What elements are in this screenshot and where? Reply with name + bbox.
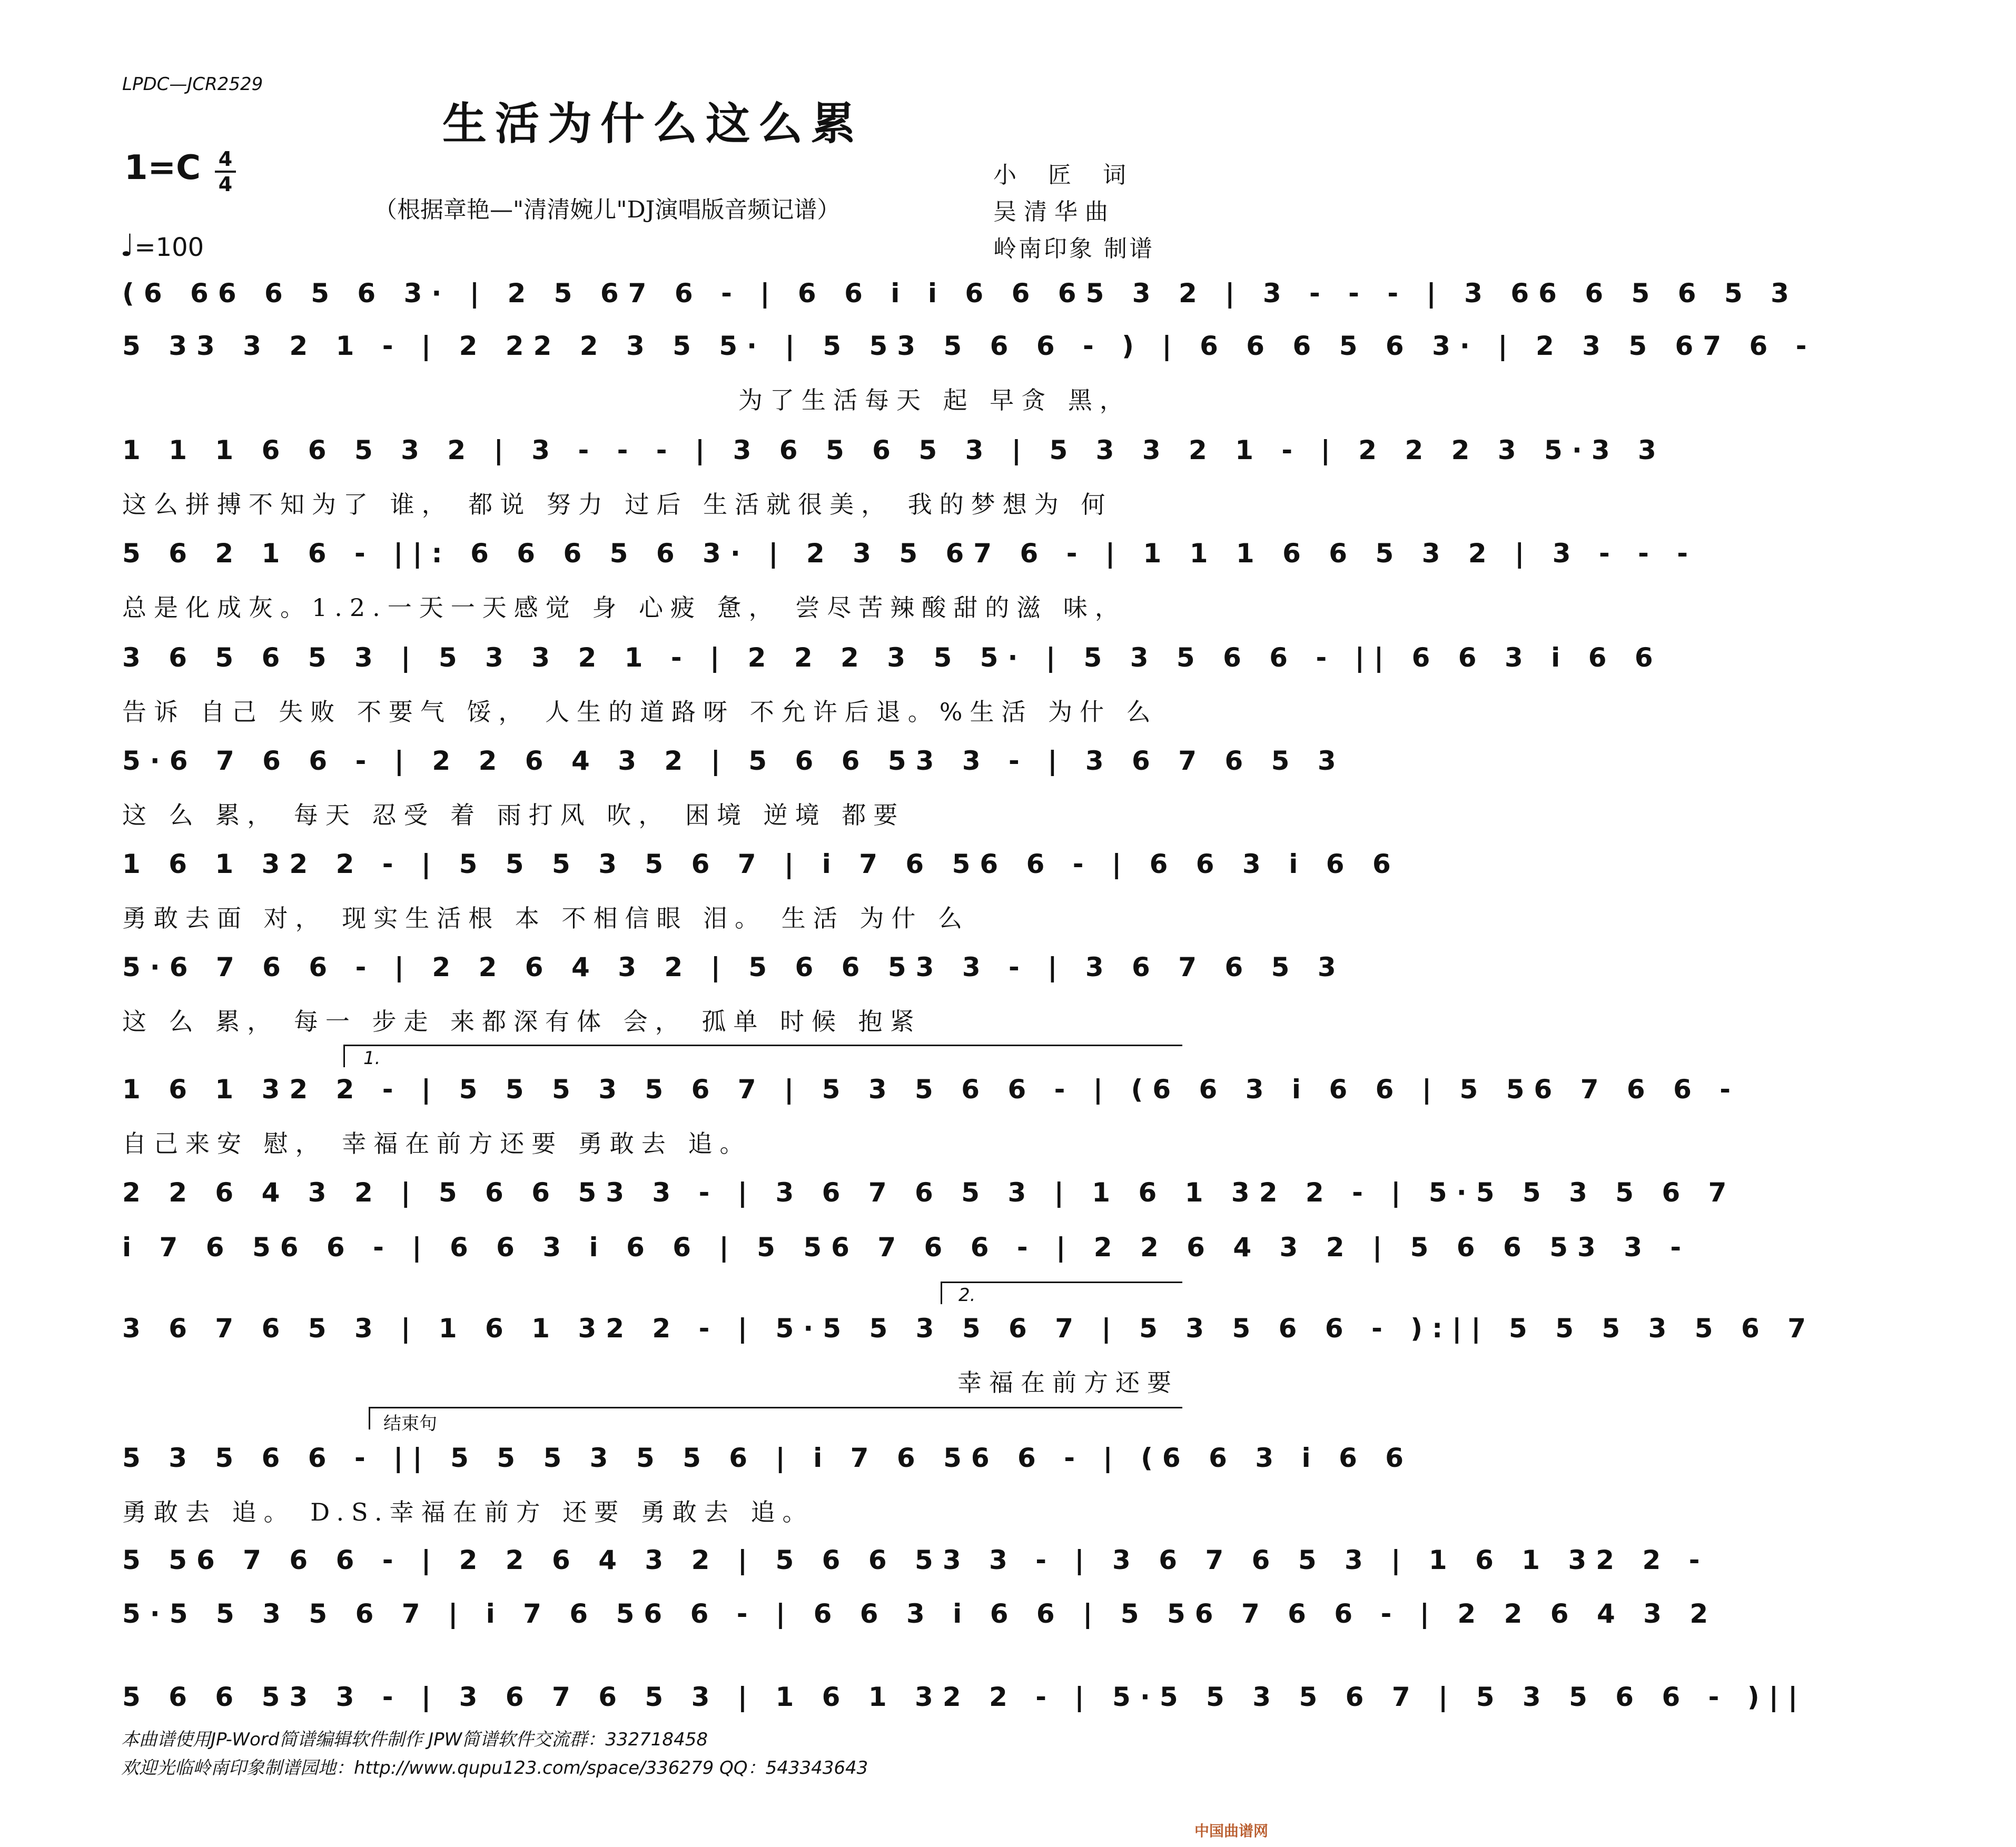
score-line: [122, 952, 1346, 1041]
time-signature: [215, 148, 236, 195]
song-title: 生活为什么这么累: [442, 97, 864, 150]
score-line: [122, 278, 1798, 320]
notation-row: 5 3 5 6 6 - || 5 5 5 3 5 5 6 | i 7 6 56 6 - | (6 6 3 i 6 6: [122, 1443, 1414, 1473]
quarter-note-icon: ♩: [120, 227, 135, 263]
lyric-row: 这么拼搏不知为了 谁， 都说 努力 过后 生活就很美， 我的梦想为 何: [122, 490, 1113, 519]
notation-row: 1 6 1 32 2 - | 5 5 5 3 5 6 7 | i 7 6 56 6 - | 6 6 3 i 6 6: [122, 849, 1400, 879]
score-line: [122, 1545, 1709, 1587]
lyric-row: 告诉 自己 失败 不要气 馁， 人生的道路呀 不允许后退。%生活 为什 么: [122, 698, 1158, 726]
lyric-row: 总是化成灰。1.2.一天一天感觉 身 心疲 惫， 尝尽苦辣酸甜的滋 味，: [122, 593, 1126, 622]
footer-website-note: 欢迎光临岭南印象制谱园地：http://www.qupu123.com/space/336279 QQ：543343643: [121, 1757, 868, 1779]
notation-row: (6 66 6 5 6 3· | 2 5 67 6 - | 6 6 i i 6 6 65 3 2 | 3 - - - | 3 66 6 5 6 5 3: [122, 278, 1798, 309]
notation-row: 1 6 1 32 2 - | 5 5 5 3 5 6 7 | 5 3 5 6 6 - | (6 6 3 i 6 6 | 5 56 7 6 6 -: [122, 1074, 1741, 1105]
score-line: [122, 1443, 1414, 1532]
time-signature-top: 4: [218, 147, 233, 171]
tempo-value: =100: [134, 233, 204, 262]
key-signature: 1=C: [124, 148, 201, 187]
score-line: [122, 331, 1816, 420]
notation-row: 5·6 7 6 6 - | 2 2 6 4 3 2 | 5 6 6 53 3 - | 3 6 7 6 5 3: [122, 746, 1346, 776]
notation-row: 5 33 3 2 1 - | 2 22 2 3 5 5· | 5 53 5 6 6 - ) | 6 6 6 5 6 3· | 2 3 5 67 6 -: [122, 331, 1816, 361]
lyric-row: 自己来安 慰， 幸福在前方还要 勇敢去 追。: [122, 1129, 752, 1158]
score-line: [122, 1682, 1807, 1724]
time-signature-bottom: 4: [218, 173, 233, 196]
arranger-credit: 岭南印象 制谱: [993, 235, 1154, 262]
watermark-logo: 中国曲谱网: [1194, 1822, 1269, 1840]
notation-row: 5·6 7 6 6 - | 2 2 6 4 3 2 | 5 6 6 53 3 - | 3 6 7 6 5 3: [122, 952, 1346, 982]
score-line: [122, 849, 1400, 938]
footer-software-note: 本曲谱使用JP-Word简谱编辑软件制作 JPW简谱软件交流群：332718458: [121, 1729, 708, 1750]
lyric-row: 这 么 累， 每一 步走 来都深有体 会， 孤单 时候 抱紧: [122, 1007, 922, 1036]
composer-credit: 吴清华曲: [993, 198, 1115, 225]
lyric-row: 幸福在前方还要: [957, 1368, 1179, 1397]
catalog-id: LPDC—JCR2529: [122, 74, 263, 95]
lyric-row: 为了生活每天 起 早贪 黑，: [738, 386, 1131, 414]
coda-label: 结束句: [383, 1413, 437, 1434]
score-line: [122, 1177, 1736, 1219]
notation-row: 1 1 1 6 6 5 3 2 | 3 - - - | 3 6 5 6 5 3 | 5 3 3 2 1 - | 2 2 2 3 5·3 3: [122, 435, 1666, 465]
tempo-marking: [120, 227, 204, 263]
notation-row: 5 56 7 6 6 - | 2 2 6 4 3 2 | 5 6 6 53 3 - | 3 6 7 6 5 3 | 1 6 1 32 2 -: [122, 1545, 1709, 1575]
notation-row: 3 6 5 6 5 3 | 5 3 3 2 1 - | 2 2 2 3 5 5· | 5 3 5 6 6 - || 6 6 3 i 6 6: [122, 642, 1663, 673]
notation-row: 5 6 2 1 6 - ||: 6 6 6 5 6 3· | 2 3 5 67 6 - | 1 1 1 6 6 5 3 2 | 3 - - -: [122, 538, 1698, 569]
notation-row: 5·5 5 3 5 6 7 | i 7 6 56 6 - | 6 6 3 i 6 6 | 5 56 7 6 6 - | 2 2 6 4 3 2: [122, 1598, 1718, 1629]
score-line: [122, 642, 1663, 732]
score-line: [122, 1598, 1718, 1641]
notation-row: 3 6 7 6 5 3 | 1 6 1 32 2 - | 5·5 5 3 5 6 7 | 5 3 5 6 6 - ):|| 5 5 5 3 5 6 7: [122, 1313, 1815, 1344]
lyricist-credit: 小匠词: [993, 162, 1158, 188]
volta-bracket-1: [343, 1045, 1182, 1067]
volta-bracket-2: [941, 1282, 1182, 1304]
score-line: [122, 1313, 1815, 1403]
notation-row: i 7 6 56 6 - | 6 6 3 i 6 6 | 5 56 7 6 6 - | 2 2 6 4 3 2 | 5 6 6 53 3 -: [122, 1232, 1691, 1263]
volta-1-label: 1.: [363, 1048, 381, 1069]
score-line: [122, 1074, 1741, 1164]
notation-row: 5 6 6 53 3 - | 3 6 7 6 5 3 | 1 6 1 32 2 - | 5·5 5 3 5 6 7 | 5 3 5 6 6 - )||: [122, 1682, 1807, 1712]
volta-2-label: 2.: [958, 1285, 976, 1306]
score-line: [122, 435, 1666, 524]
source-note: （根据章艳—"清清婉儿"DJ演唱版音频记谱）: [374, 196, 841, 223]
notation-row: 2 2 6 4 3 2 | 5 6 6 53 3 - | 3 6 7 6 5 3 | 1 6 1 32 2 - | 5·5 5 3 5 6 7: [122, 1177, 1736, 1208]
lyric-row: 这 么 累， 每天 忍受 着 雨打风 吹， 困境 逆境 都要: [122, 801, 905, 829]
score-line: [122, 746, 1346, 835]
score-line: [122, 538, 1698, 628]
score-line: [122, 1232, 1691, 1274]
lyric-row: 勇敢去面 对， 现实生活根 本 不相信眼 泪。 生活 为什 么: [122, 904, 970, 932]
coda-bracket: [369, 1407, 1182, 1429]
lyric-row: 勇敢去 追。 D.S.幸福在前方 还要 勇敢去 追。: [122, 1498, 814, 1526]
